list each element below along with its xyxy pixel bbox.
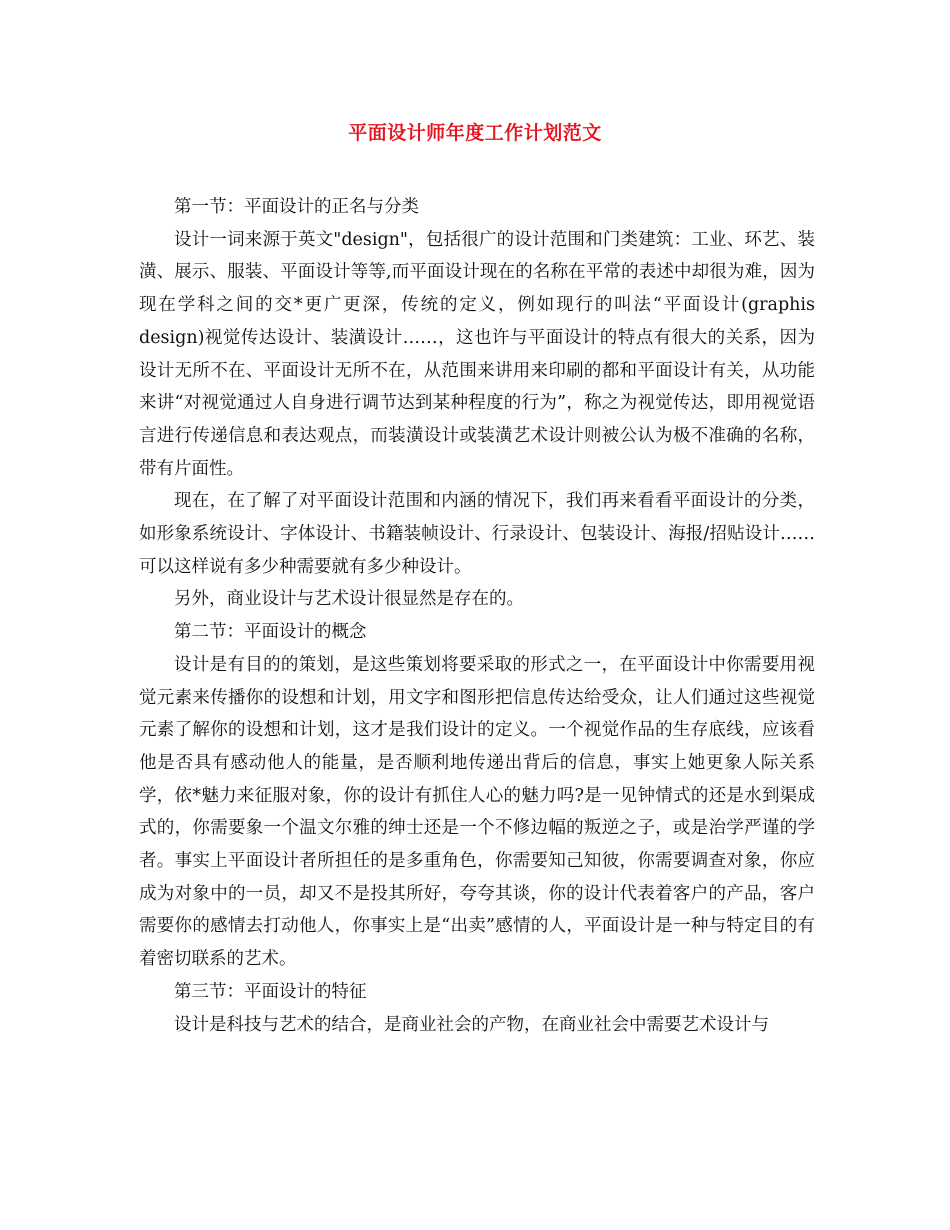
- section-heading-1: 第一节：平面设计的正名与分类: [174, 197, 419, 217]
- document-title: 平面设计师年度工作计划范文: [348, 122, 602, 144]
- paragraph: 设计是有目的的策划，是这些策划将要采取的形式之一，在平面设计中你需要用视觉元素来传播你的设想和计划，用文字和图形把信息传达给受众，让人们通过这些视觉元素了解你的设想和计划，这才是我们设计的定义。一个视觉作品的生存底线，应该看他是否具有感动他人的能量，是否顺利地传递出背后的信息，事实上她更象人际关系学，依*魅力来征服对象，你的设计有抓住人心的魅力吗?是一见钟情式的还是水到渠成式的，你需要象一个温文尔雅的绅士还是一个不修边幅的叛逆之子，或是治学严谨的学者。事实上平面设计者所担任的是多重角色，你需要知己知彼，你需要调查对象，你应成为对象中的一员，却又不是投其所好，夸夸其谈，你的设计代表着客户的产品，客户需要你的感情去打动他人，你事实上是“出卖”感情的人，平面设计是一种与特定目的有着密切联系的艺术。: [139, 654, 815, 970]
- paragraph: 设计是科技与艺术的结合，是商业社会的产物，在商业社会中需要艺术设计与: [174, 1014, 769, 1035]
- paragraph: 现在，在了解了对平面设计范围和内涵的情况下，我们再来看看平面设计的分类，如形象系统设计、字体设计、书籍装帧设计、行录设计、包装设计、海报/招贴设计……可以这样说有多少种需要就有多少种设计。: [139, 491, 815, 577]
- paragraph: 另外，商业设计与艺术设计很显然是存在的。: [174, 589, 524, 610]
- document-body: [139, 191, 815, 1041]
- paragraph: 设计一词来源于英文"design"，包括很广的设计范围和门类建筑：工业、环艺、装潢、展示、服装、平面设计等等,而平面设计现在的名称在平常的表述中却很为难，因为现在学科之间的交*更广更深，传统的定义，例如现行的叫法“平面设计(graphis design)视觉传达设计、装潢设计……，这也许与平面设计的特点有很大的关系，因为设计无所不在、平面设计无所不在，从范围来讲用来印刷的都和平面设计有关，从功能来讲“对视觉通过人自身进行调节达到某种程度的行为”，称之为视觉传达，即用视觉语言进行传递信息和表达观点，而装潢设计或装潢艺术设计则被公认为极不准确的名称，带有片面性。: [139, 229, 815, 479]
- section-heading-2: 第二节：平面设计的概念: [174, 622, 367, 643]
- section-heading-3: 第三节：平面设计的特征: [174, 981, 367, 1002]
